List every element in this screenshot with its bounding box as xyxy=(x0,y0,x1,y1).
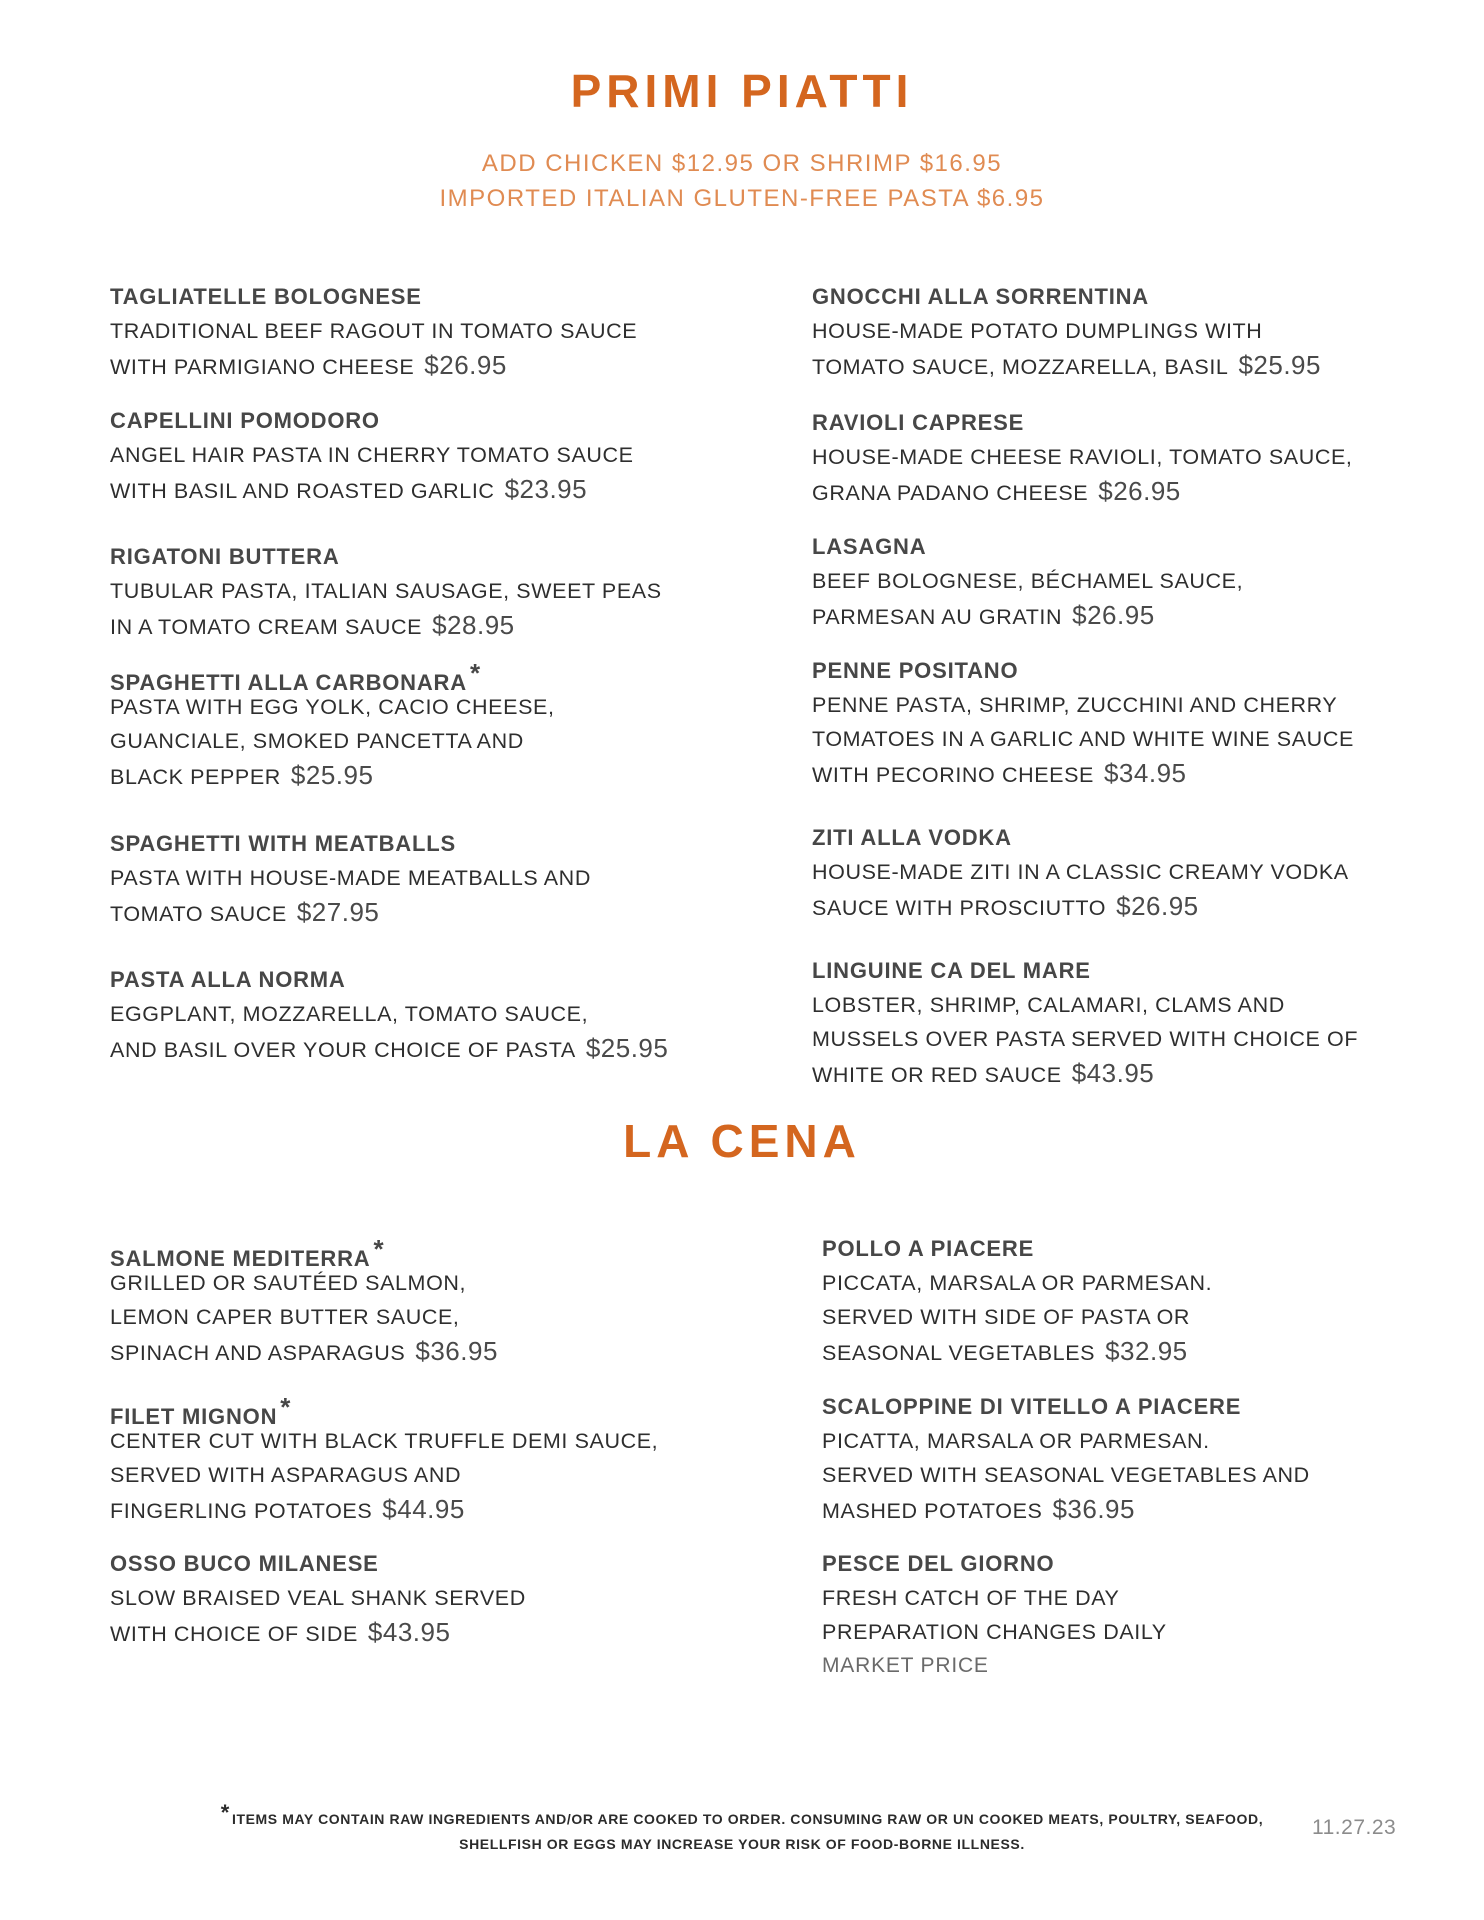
market-price: MARKET PRICE xyxy=(822,1654,989,1677)
raw-warning-asterisk: * xyxy=(280,1392,292,1422)
item-name xyxy=(110,827,730,861)
item-name-text: FILET MIGNON xyxy=(110,1404,278,1429)
menu-date: 11.27.23 xyxy=(1312,1816,1397,1839)
item-description-line xyxy=(110,690,730,724)
item-name-text: POLLO A PIACERE xyxy=(822,1236,1035,1261)
item-description-line xyxy=(822,1266,1442,1300)
item-price: $25.95 xyxy=(290,760,374,790)
description-text: TOMATOES IN A GARLIC AND WHITE WINE SAUCE xyxy=(812,727,1354,751)
item-description-line xyxy=(110,1300,730,1334)
primi-piatti-title: PRIMI PIATTI xyxy=(570,65,914,117)
item-price: $34.95 xyxy=(1103,758,1187,788)
item-description-line xyxy=(110,1334,730,1368)
menu-item-capellini-pomodoro xyxy=(110,404,730,506)
item-name-text: PESCE DEL GIORNO xyxy=(822,1551,1055,1576)
item-name xyxy=(812,530,1432,564)
item-description-line xyxy=(822,1300,1442,1334)
item-description-line xyxy=(110,724,730,758)
menu-item-gnocchi-alla-sorrentina xyxy=(812,280,1432,382)
item-description-line xyxy=(110,1492,730,1526)
menu-item-osso-buco-milanese xyxy=(110,1547,730,1649)
item-name xyxy=(110,963,730,997)
description-text: LEMON CAPER BUTTER SAUCE, xyxy=(110,1305,460,1329)
item-description-line xyxy=(110,861,730,895)
item-name xyxy=(812,280,1432,314)
item-description-line xyxy=(812,474,1432,508)
item-description-line xyxy=(110,314,730,348)
description-text: PICCATA, MARSALA OR PARMESAN. xyxy=(822,1271,1213,1295)
description-text: HOUSE-MADE ZITI IN A CLASSIC CREAMY VODKA xyxy=(812,860,1349,884)
menu-item-pesce-del-giorno xyxy=(822,1547,1442,1683)
description-text: HOUSE-MADE CHEESE RAVIOLI, TOMATO SAUCE, xyxy=(812,445,1353,469)
description-text: WITH PECORINO CHEESE xyxy=(812,763,1094,787)
item-name xyxy=(822,1547,1442,1581)
item-price: $32.95 xyxy=(1105,1336,1188,1366)
menu-item-ravioli-caprese xyxy=(812,406,1432,508)
item-name xyxy=(812,954,1432,988)
item-price: $25.95 xyxy=(1238,350,1321,380)
item-description-line xyxy=(822,1581,1442,1615)
item-name-text: RIGATONI BUTTERA xyxy=(110,544,340,569)
item-price: $36.95 xyxy=(415,1336,498,1366)
item-price: $26.95 xyxy=(1072,600,1155,630)
item-price: $44.95 xyxy=(382,1494,465,1524)
item-name-text: TAGLIATELLE BOLOGNESE xyxy=(110,284,422,309)
description-text: LOBSTER, SHRIMP, CALAMARI, CLAMS AND xyxy=(812,993,1285,1017)
item-name-text: ZITI ALLA VODKA xyxy=(812,825,1012,850)
item-price: $27.95 xyxy=(296,897,380,927)
description-text: SEASONAL VEGETABLES xyxy=(822,1341,1096,1365)
item-description-line xyxy=(110,758,730,792)
item-name-text: SCALOPPINE DI VITELLO A PIACERE xyxy=(822,1394,1242,1419)
item-description-line xyxy=(822,1334,1442,1368)
item-name xyxy=(110,1232,730,1271)
item-name-text: SPAGHETTI ALLA CARBONARA xyxy=(110,670,467,695)
item-name xyxy=(822,1390,1442,1424)
item-description-line xyxy=(110,608,730,642)
item-description-line xyxy=(812,722,1432,756)
item-name-text: PASTA ALLA NORMA xyxy=(110,967,346,992)
item-price: $43.95 xyxy=(1071,1058,1155,1088)
description-text: IN A TOMATO CREAM SAUCE xyxy=(110,615,423,639)
item-description-line xyxy=(812,855,1432,889)
description-text: PASTA WITH HOUSE-MADE MEATBALLS AND xyxy=(110,866,591,890)
description-text: FINGERLING POTATOES xyxy=(110,1499,373,1523)
description-text: PASTA WITH EGG YOLK, CACIO CHEESE, xyxy=(110,695,555,719)
item-name-text: OSSO BUCO MILANESE xyxy=(110,1551,379,1576)
item-name-text: RAVIOLI CAPRESE xyxy=(812,410,1025,435)
item-name xyxy=(110,404,730,438)
item-name xyxy=(822,1232,1442,1266)
description-text: WHITE OR RED SAUCE xyxy=(812,1063,1062,1087)
item-description-line xyxy=(110,472,730,506)
item-name-text: SPAGHETTI WITH MEATBALLS xyxy=(110,831,456,856)
description-text: TUBULAR PASTA, ITALIAN SAUSAGE, SWEET PEAS xyxy=(110,579,662,603)
item-description-line xyxy=(110,1031,730,1065)
item-name xyxy=(812,406,1432,440)
item-description-line xyxy=(822,1458,1442,1492)
item-name-text: PENNE POSITANO xyxy=(812,658,1019,683)
item-description-line xyxy=(812,1022,1432,1056)
gluten-free-line: IMPORTED ITALIAN GLUTEN-FREE PASTA $6.95 xyxy=(439,185,1045,212)
description-text: FRESH CATCH OF THE DAY xyxy=(822,1586,1120,1610)
item-price: $26.95 xyxy=(424,350,507,380)
description-text: GUANCIALE, SMOKED PANCETTA AND xyxy=(110,729,524,753)
description-text: SLOW BRAISED VEAL SHANK SERVED xyxy=(110,1586,526,1610)
item-name-text: LASAGNA xyxy=(812,534,927,559)
add-protein-line: ADD CHICKEN $12.95 OR SHRIMP $16.95 xyxy=(481,150,1003,177)
description-text: AND BASIL OVER YOUR CHOICE OF PASTA xyxy=(110,1038,576,1062)
item-price: $26.95 xyxy=(1116,891,1199,921)
item-description-line xyxy=(110,1615,730,1649)
menu-item-ziti-alla-vodka xyxy=(812,821,1432,923)
item-description-line xyxy=(812,756,1432,790)
disclaimer-line-2: SHELLFISH OR EGGS MAY INCREASE YOUR RISK OF FOOD-BORNE ILLNESS. xyxy=(459,1836,1025,1852)
item-name xyxy=(110,1547,730,1581)
description-text: CENTER CUT WITH BLACK TRUFFLE DEMI SAUCE, xyxy=(110,1429,659,1453)
description-text: HOUSE-MADE POTATO DUMPLINGS WITH xyxy=(812,319,1263,343)
item-price: $23.95 xyxy=(504,474,588,504)
item-name xyxy=(110,280,730,314)
description-text: BLACK PEPPER xyxy=(110,765,281,789)
disclaimer-line-1: ITEMS MAY CONTAIN RAW INGREDIENTS AND/OR ARE COOKED TO ORDER. CONSUMING RAW OR UN COOKED MEATS, POULTRY, SEAFOOD, xyxy=(231,1811,1264,1827)
item-description-line xyxy=(812,564,1432,598)
item-description-line xyxy=(110,438,730,472)
item-description-line xyxy=(812,1056,1432,1090)
description-text: PICATTA, MARSALA OR PARMESAN. xyxy=(822,1429,1210,1453)
description-text: SAUCE WITH PROSCIUTTO xyxy=(812,896,1107,920)
description-text: WITH CHOICE OF SIDE xyxy=(110,1622,358,1646)
item-name-text: LINGUINE CA DEL MARE xyxy=(812,958,1091,983)
description-text: PARMESAN AU GRATIN xyxy=(812,605,1063,629)
menu-item-tagliatelle-bolognese xyxy=(110,280,730,382)
menu-item-pasta-alla-norma xyxy=(110,963,730,1065)
item-name xyxy=(110,540,730,574)
item-description-line xyxy=(110,574,730,608)
item-description-line xyxy=(812,988,1432,1022)
item-name-text: GNOCCHI ALLA SORRENTINA xyxy=(812,284,1149,309)
item-price: $26.95 xyxy=(1098,476,1181,506)
description-text: BEEF BOLOGNESE, BÉCHAMEL SAUCE, xyxy=(812,569,1244,593)
description-text: PREPARATION CHANGES DAILY xyxy=(822,1620,1167,1644)
description-text: TOMATO SAUCE xyxy=(110,902,287,926)
item-description-line xyxy=(812,688,1432,722)
item-description-line xyxy=(812,889,1432,923)
item-name-text: CAPELLINI POMODORO xyxy=(110,408,380,433)
item-description-line xyxy=(110,997,730,1031)
item-description-line xyxy=(110,895,730,929)
item-description-line xyxy=(822,1615,1442,1649)
item-description-line xyxy=(812,440,1432,474)
menu-item-pollo-a-piacere xyxy=(822,1232,1442,1368)
description-text: SPINACH AND ASPARAGUS xyxy=(110,1341,406,1365)
menu-item-spaghetti-alla-carbonara xyxy=(110,656,730,792)
item-name xyxy=(812,654,1432,688)
raw-warning-asterisk: * xyxy=(373,1234,385,1264)
item-description-line xyxy=(822,1492,1442,1526)
description-text: PENNE PASTA, SHRIMP, ZUCCHINI AND CHERRY xyxy=(812,693,1338,717)
add-ons xyxy=(0,146,1484,216)
menu-item-salmone-mediterra xyxy=(110,1232,730,1368)
description-text: WITH PARMIGIANO CHEESE xyxy=(110,355,415,379)
description-text: ANGEL HAIR PASTA IN CHERRY TOMATO SAUCE xyxy=(110,443,634,467)
asterisk: * xyxy=(220,1800,230,1825)
item-price: $43.95 xyxy=(367,1617,451,1647)
menu-item-filet-mignon xyxy=(110,1390,730,1526)
description-text: TOMATO SAUCE, MOZZARELLA, BASIL xyxy=(812,355,1229,379)
item-description-line xyxy=(812,314,1432,348)
item-description-line xyxy=(822,1424,1442,1458)
menu-item-spaghetti-with-meatballs xyxy=(110,827,730,929)
item-description-line xyxy=(812,348,1432,382)
description-text: MUSSELS OVER PASTA SERVED WITH CHOICE OF xyxy=(812,1027,1359,1051)
description-text: TRADITIONAL BEEF RAGOUT IN TOMATO SAUCE xyxy=(110,319,638,343)
item-description-line xyxy=(812,598,1432,632)
item-price: $36.95 xyxy=(1052,1494,1135,1524)
item-description-line xyxy=(110,1266,730,1300)
description-text: SERVED WITH SEASONAL VEGETABLES AND xyxy=(822,1463,1310,1487)
menu-item-scaloppine-di-vitello-a-piacere xyxy=(822,1390,1442,1526)
menu-item-linguine-ca-del-mare xyxy=(812,954,1432,1090)
description-text: SERVED WITH ASPARAGUS AND xyxy=(110,1463,462,1487)
item-name xyxy=(110,656,730,695)
description-text: WITH BASIL AND ROASTED GARLIC xyxy=(110,479,495,503)
item-description-line xyxy=(110,1424,730,1458)
item-name xyxy=(812,821,1432,855)
menu-item-penne-positano xyxy=(812,654,1432,790)
item-name xyxy=(110,1390,730,1429)
description-text: MASHED POTATOES xyxy=(822,1499,1043,1523)
item-name-text: SALMONE MEDITERRA xyxy=(110,1246,371,1271)
la-cena-title: LA CENA xyxy=(623,1115,861,1167)
menu-item-rigatoni-buttera xyxy=(110,540,730,642)
menu-item-lasagna xyxy=(812,530,1432,632)
raw-food-disclaimer-cont xyxy=(0,1836,1484,1852)
item-description-line xyxy=(110,348,730,382)
description-text: GRILLED OR SAUTÉED SALMON, xyxy=(110,1271,467,1295)
item-description-line xyxy=(110,1581,730,1615)
item-description-line xyxy=(110,1458,730,1492)
description-text: SERVED WITH SIDE OF PASTA OR xyxy=(822,1305,1191,1329)
description-text: EGGPLANT, MOZZARELLA, TOMATO SAUCE, xyxy=(110,1002,589,1026)
raw-warning-asterisk: * xyxy=(469,658,481,688)
item-price: $28.95 xyxy=(432,610,515,640)
description-text: GRANA PADANO CHEESE xyxy=(812,481,1089,505)
raw-food-disclaimer xyxy=(0,1800,1484,1827)
item-price: $25.95 xyxy=(585,1033,669,1063)
